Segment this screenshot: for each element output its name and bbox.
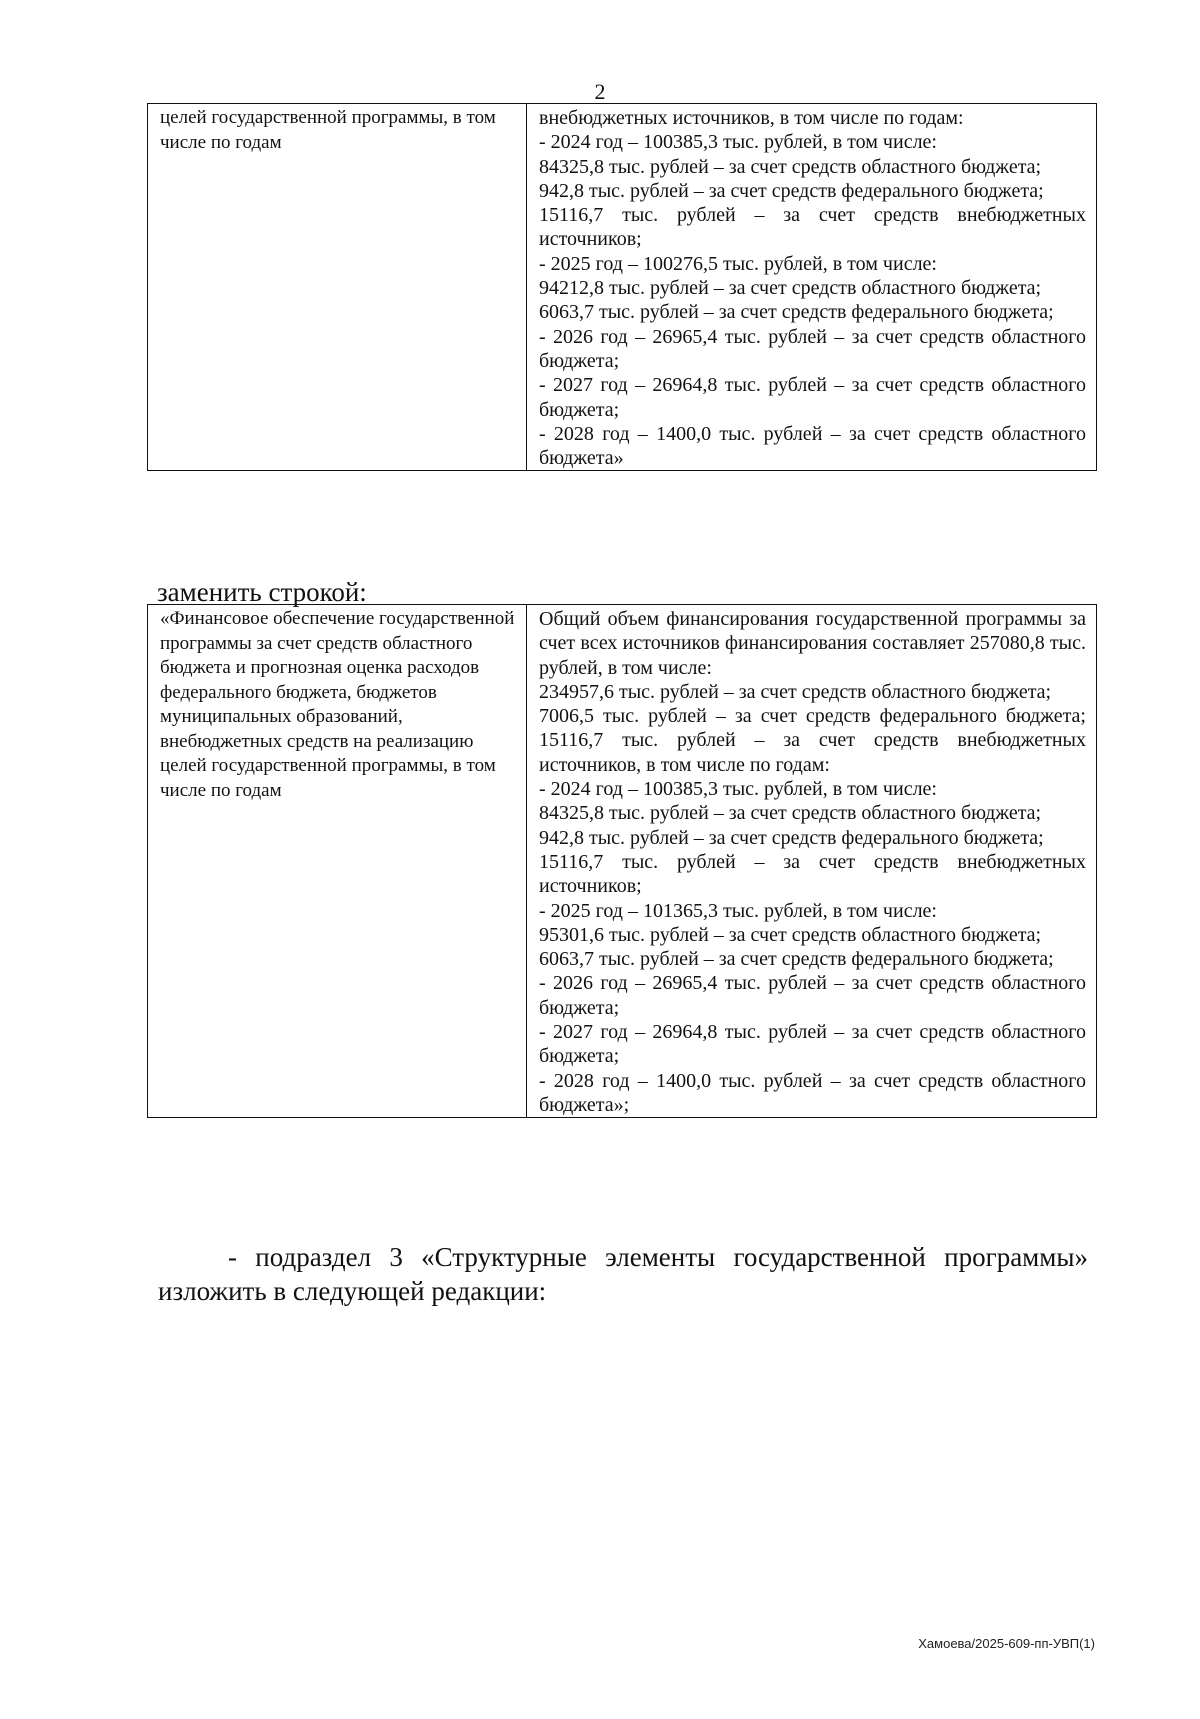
table-cell-label: целей государственной программы, в том числе по годам <box>148 104 527 471</box>
table-line: 942,8 тыс. рублей – за счет средств федерального бюджета; <box>539 826 1044 849</box>
table-line: 15116,7 тыс. рублей – за счет средств внебюджетных источников; <box>539 850 1086 898</box>
table-line: Общий объем финансирования государственной программы за счет всех источников финансирования составляет 257080,8 тыс. рублей, в том числе: <box>539 608 1086 679</box>
table-cell-value <box>527 605 1097 1118</box>
table-line: - 2028 год – 1400,0 тыс. рублей – за счет средств областного бюджета» <box>539 422 1086 470</box>
table-line: - 2025 год – 100276,5 тыс. рублей, в том числе: <box>539 252 937 275</box>
table-line: 6063,7 тыс. рублей – за счет средств федерального бюджета; <box>539 948 1054 971</box>
table-line: 942,8 тыс. рублей – за счет средств федерального бюджета; <box>539 179 1044 202</box>
table-row <box>148 605 1097 1118</box>
table-line: 7006,5 тыс. рублей – за счет средств федерального бюджета; 15116,7 тыс. рублей – за счет средств внебюджетных источников, в том числе по годам: <box>539 705 1086 776</box>
body-paragraph: - подраздел 3 «Структурные элементы государственной программы» изложить в следующей редакции: <box>158 1242 1088 1306</box>
table-line: - 2024 год – 100385,3 тыс. рублей, в том числе: <box>539 778 937 801</box>
table-line: - 2027 год – 26964,8 тыс. рублей – за счет средств областного бюджета; <box>539 1021 1086 1068</box>
financing-table-new <box>147 604 1097 1118</box>
table-row <box>148 104 1097 471</box>
table-line: - 2026 год – 26965,4 тыс. рублей – за счет средств областного бюджета; <box>539 972 1086 1019</box>
page-number: 2 <box>594 79 606 104</box>
table-line: 6063,7 тыс. рублей – за счет средств федерального бюджета; <box>539 301 1054 324</box>
table-line: 94212,8 тыс. рублей – за счет средств областного бюджета; <box>539 277 1042 300</box>
table-line: 95301,6 тыс. рублей – за счет средств областного бюджета; <box>539 923 1042 946</box>
table-cell-label: «Финансовое обеспечение государственной программы за счет средств областного бюджета и прогнозная оценка расходов федерального бюджета, бюджетов муниципальных образований, внебюджетных средств на реализацию целей государственной программы, в том числе по годам <box>148 605 527 1118</box>
document-reference: Хамоева/2025-609-пп-УВП(1) <box>918 1636 1095 1651</box>
table-line: - 2025 год – 101365,3 тыс. рублей, в том числе: <box>539 899 937 922</box>
table-line: внебюджетных источников, в том числе по годам: <box>539 107 964 129</box>
table-line: 15116,7 тыс. рублей – за счет средств внебюджетных источников; <box>539 204 1086 251</box>
table-line: - 2024 год – 100385,3 тыс. рублей, в том числе: <box>539 131 937 154</box>
table-line: - 2026 год – 26965,4 тыс. рублей – за счет средств областного бюджета; <box>539 325 1086 372</box>
table-line: - 2028 год – 1400,0 тыс. рублей – за счет средств областного бюджета»; <box>539 1069 1086 1116</box>
table-cell-value <box>527 104 1097 471</box>
table-line: 84325,8 тыс. рублей – за счет средств областного бюджета; <box>539 155 1042 178</box>
table-line: - 2027 год – 26964,8 тыс. рублей – за счет средств областного бюджета; <box>539 374 1086 421</box>
financing-table-old <box>147 103 1097 471</box>
table-line: 234957,6 тыс. рублей – за счет средств областного бюджета; <box>539 680 1052 703</box>
table-line: 84325,8 тыс. рублей – за счет средств областного бюджета; <box>539 802 1042 825</box>
replace-label: заменить строкой: <box>157 577 367 607</box>
